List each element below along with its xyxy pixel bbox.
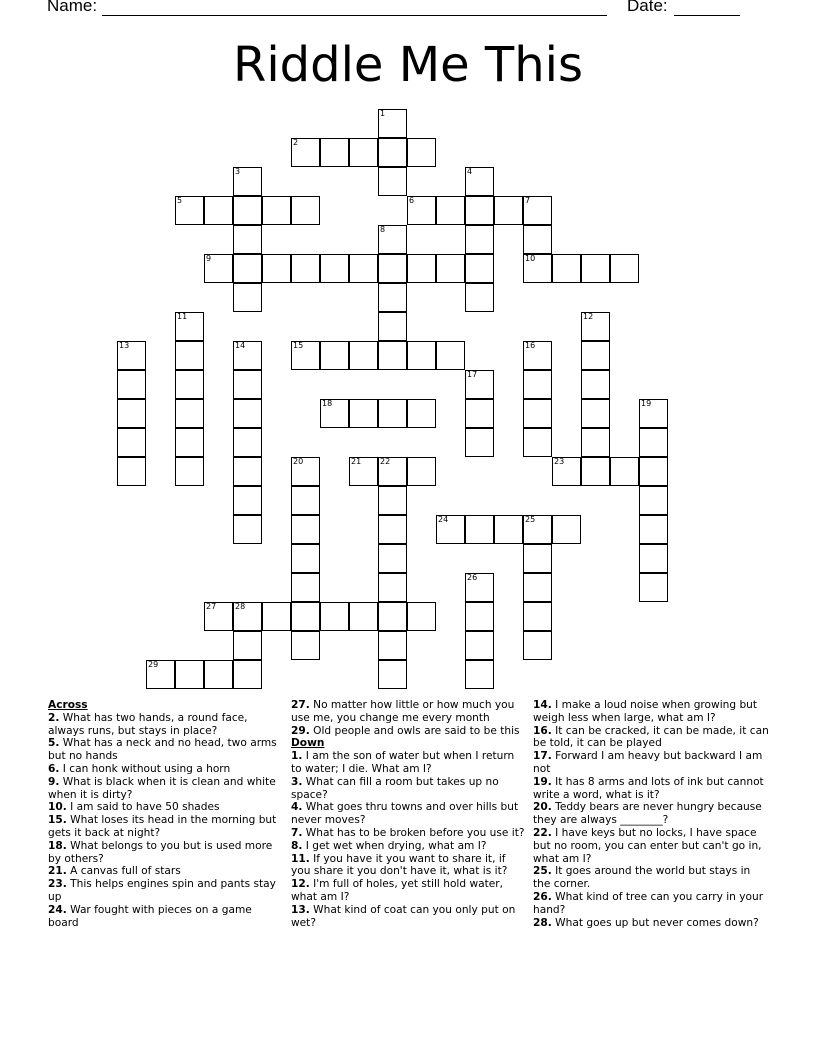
clue-text: What goes thru towns and over hills but never moves? [291,801,519,827]
crossword-cell[interactable] [523,225,552,254]
crossword-cell[interactable] [291,544,320,573]
clue-number: 23 [554,457,565,466]
crossword-cell[interactable] [378,486,407,515]
clue-text: I make a loud noise when growing but weigh less when large, what am I? [533,699,758,724]
clue-text: If you have it you want to share it, if you share it you don't have it, what is it? [291,852,508,878]
crossword-cell[interactable] [146,660,175,689]
crossword-cell[interactable] [407,399,436,428]
crossword-cell[interactable] [465,515,494,544]
crossword-cell[interactable] [407,341,436,370]
crossword-cell[interactable] [291,631,320,660]
crossword-cell[interactable] [291,254,320,283]
crossword-cell[interactable] [291,573,320,602]
crossword-cell[interactable] [407,138,436,167]
crossword-cell[interactable] [233,283,262,312]
clue-number: 10. [48,801,67,814]
crossword-cell[interactable] [233,370,262,399]
clue-text: What has two hands, a round face, always runs, but stays in place? [48,711,248,737]
clue-number: 24 [438,515,449,524]
clue-number: 2 [293,138,299,147]
crossword-cell[interactable] [291,486,320,515]
clue-text: What has a neck and no head, two arms but no hands [48,737,277,763]
crossword-cell[interactable] [204,254,233,283]
clue-number: 22 [380,457,391,466]
clue-number: 28. [533,916,552,929]
crossword-cell[interactable] [378,312,407,341]
across-clue [48,904,284,930]
clue-number: 17. [533,750,552,763]
clue-number: 4. [291,801,303,814]
crossword-cell[interactable] [349,341,378,370]
crossword-cell[interactable] [262,254,291,283]
clue-text: Teddy bears are never hungry because they are always ________? [533,801,762,827]
clue-number: 29. [291,724,310,737]
crossword-cell[interactable] [378,515,407,544]
down-clue [533,827,769,865]
clue-text: What kind of tree can you carry in your hand? [533,890,764,916]
across-heading: Across [48,699,88,711]
clue-number: 4 [467,167,473,176]
clue-number: 23. [48,878,67,891]
crossword-cell[interactable] [581,341,610,370]
crossword-cell[interactable] [233,196,262,225]
crossword-cell[interactable] [639,399,668,428]
down-clue [291,904,527,930]
crossword-cell[interactable] [349,254,378,283]
crossword-cell[interactable] [523,370,552,399]
crossword-cell[interactable] [320,399,349,428]
across-clue [48,814,284,840]
crossword-cell[interactable] [233,515,262,544]
clue-number: 10 [525,254,536,263]
clue-number: 8. [291,839,303,852]
clue-text: I am said to have 50 shades [66,801,220,814]
across-clue [48,865,284,878]
crossword-cell[interactable] [523,573,552,602]
crossword-cell[interactable] [349,399,378,428]
across-clue [291,725,527,738]
clue-text: What belongs to you but is used more by others? [48,839,273,865]
crossword-cell[interactable] [407,196,436,225]
clue-number: 20 [293,457,304,466]
crossword-cell[interactable] [436,254,465,283]
crossword-cell[interactable] [233,631,262,660]
crossword-cell[interactable] [465,370,494,399]
crossword-cell[interactable] [291,457,320,486]
down-clue [291,827,527,840]
clue-text: It goes around the world but stays in the corner. [533,865,751,891]
crossword-cell[interactable] [117,428,146,457]
crossword-cell[interactable] [581,254,610,283]
clue-number: 6 [409,196,415,205]
clue-number: 11. [291,852,310,865]
crossword-cell[interactable] [465,225,494,254]
clue-text: A canvas full of stars [66,865,181,878]
clues-column-3 [533,699,769,929]
crossword-cell[interactable] [291,138,320,167]
clue-text: What loses its head in the morning but gets it back at night? [48,814,277,839]
crossword-cell[interactable] [117,341,146,370]
clue-text: I am the son of water but when I return to water; I die. What am I? [291,750,515,775]
crossword-cell[interactable] [233,428,262,457]
crossword-cell[interactable] [639,486,668,515]
crossword-cell[interactable] [639,457,668,486]
clues-column-1 [48,699,284,929]
clue-number: 21 [351,457,362,466]
crossword-cell[interactable] [175,370,204,399]
clue-number: 25. [533,865,552,878]
crossword-cell[interactable] [262,196,291,225]
crossword-cell[interactable] [378,167,407,196]
crossword-cell[interactable] [117,399,146,428]
crossword-cell[interactable] [436,341,465,370]
down-clue [533,917,769,930]
crossword-cell[interactable] [378,341,407,370]
across-clue [48,840,284,866]
clue-number: 25 [525,515,536,524]
clue-number: 3. [291,775,303,788]
down-heading: Down [291,737,325,750]
clue-text: I have keys but no locks, I have space but no room, you can enter but can't go in, what am I? [533,826,762,865]
clue-text: I get wet when drying, what am I? [302,839,487,852]
clue-text: Forward I am heavy but backward I am not [533,750,763,775]
crossword-cell[interactable] [378,399,407,428]
clue-number: 13. [291,903,310,916]
down-clue [533,750,769,776]
clue-number: 12. [291,878,310,891]
crossword-cell[interactable] [465,660,494,689]
crossword-cell[interactable] [465,254,494,283]
crossword-cell[interactable] [378,109,407,138]
crossword-cell[interactable] [581,457,610,486]
clue-text: War fought with pieces on a game board [48,903,252,929]
crossword-cell[interactable] [407,602,436,631]
crossword-cell[interactable] [175,457,204,486]
crossword-cell[interactable] [378,602,407,631]
crossword-cell[interactable] [233,167,262,196]
crossword-cell[interactable] [407,457,436,486]
clue-number: 15 [293,341,304,350]
clue-number: 5. [48,737,60,750]
crossword-cell[interactable] [494,515,523,544]
crossword-cell[interactable] [233,660,262,689]
clue-text: Old people and owls are said to be this [309,724,520,737]
crossword-cell[interactable] [291,196,320,225]
crossword-cell[interactable] [378,544,407,573]
clue-number: 11 [177,312,188,321]
crossword-cell[interactable] [465,602,494,631]
clue-number: 17 [467,370,478,379]
clue-text: I can honk without using a horn [59,762,231,775]
clue-number: 8 [380,225,386,234]
crossword-cell[interactable] [175,428,204,457]
clue-number: 19 [641,399,652,408]
crossword-cell[interactable] [465,196,494,225]
down-clue [291,801,527,827]
across-clue [48,763,284,776]
clue-number: 20. [533,801,552,814]
clue-number: 14. [533,699,552,711]
clue-text: It can be cracked, it can be made, it can be told, it can be played [533,724,769,750]
clue-number: 22. [533,826,552,839]
crossword-cell[interactable] [320,254,349,283]
clue-number: 3 [235,167,241,176]
crossword-cell[interactable] [523,399,552,428]
down-clue [291,878,527,904]
clue-number: 19. [533,775,552,788]
crossword-cell[interactable] [581,370,610,399]
crossword-cell[interactable] [581,399,610,428]
crossword-cell[interactable] [175,196,204,225]
clue-number: 1. [291,750,303,763]
clue-text: No matter how little or how much you use me, you change me every month [291,699,515,724]
clue-number: 27. [291,699,310,711]
crossword-cell[interactable] [523,196,552,225]
crossword-cell[interactable] [175,399,204,428]
clue-number: 14 [235,341,246,350]
crossword-cell[interactable] [175,660,204,689]
crossword-cell[interactable] [320,138,349,167]
clue-number: 7. [291,826,303,839]
crossword-cell[interactable] [610,457,639,486]
clue-text: What can fill a room but takes up no space? [291,775,499,801]
clue-number: 26. [533,890,552,903]
clue-text: What kind of coat can you only put on wet? [291,903,516,929]
clue-number: 9 [206,254,212,263]
crossword-cell[interactable] [320,341,349,370]
crossword-cell[interactable] [465,167,494,196]
crossword-cell[interactable] [175,341,204,370]
crossword-cell[interactable] [581,312,610,341]
clue-text: This helps engines spin and pants stay up [48,878,276,903]
page-title: Riddle Me This [232,37,584,93]
crossword-cell[interactable] [436,196,465,225]
clue-number: 7 [525,196,531,205]
crossword-cell[interactable] [639,573,668,602]
crossword-cell[interactable] [465,428,494,457]
crossword-cell[interactable] [465,573,494,602]
clue-text: It has 8 arms and lots of ink but cannot write a word, what is it? [533,775,764,801]
crossword-cell[interactable] [233,602,262,631]
crossword-cell[interactable] [378,225,407,254]
crossword-cell[interactable] [204,602,233,631]
across-clue [48,737,284,763]
crossword-cell[interactable] [378,573,407,602]
crossword-cell[interactable] [639,428,668,457]
across-clue [291,699,527,725]
crossword-cell[interactable] [581,428,610,457]
crossword-cell[interactable] [639,544,668,573]
crossword-cell[interactable] [378,631,407,660]
crossword-cell[interactable] [465,631,494,660]
clue-number: 6. [48,762,60,775]
crossword-cell[interactable] [523,428,552,457]
clue-number: 13 [119,341,130,350]
crossword-cell[interactable] [349,138,378,167]
crossword-cell[interactable] [465,399,494,428]
clue-number: 9. [48,775,60,788]
clue-text: What is black when it is clean and white when it is dirty? [48,775,276,801]
crossword-cell[interactable] [320,602,349,631]
clue-number: 28 [235,602,246,611]
crossword-cell[interactable] [233,457,262,486]
crossword-cell[interactable] [378,660,407,689]
clue-text: What goes up but never comes down? [551,916,759,929]
clues-column-2 [291,699,527,929]
crossword-cell[interactable] [552,254,581,283]
crossword-cell[interactable] [291,515,320,544]
crossword-cell[interactable] [349,457,378,486]
crossword-cell[interactable] [436,515,465,544]
crossword-cell[interactable] [233,486,262,515]
name-label: Name: [47,0,98,15]
clue-number: 27 [206,602,217,611]
crossword-cell[interactable] [552,515,581,544]
crossword-cell[interactable] [233,399,262,428]
down-clue [291,750,527,776]
crossword-cell[interactable] [204,196,233,225]
crossword-cell[interactable] [175,312,204,341]
crossword-cell[interactable] [407,254,436,283]
clue-number: 15. [48,814,67,827]
crossword-cell[interactable] [523,254,552,283]
clue-text: What has to be broken before you use it? [302,826,525,839]
clue-number: 1 [380,109,386,118]
down-clue [533,725,769,751]
clue-number: 2. [48,711,60,724]
clue-number: 16 [525,341,536,350]
crossword-cell[interactable] [291,602,320,631]
crossword-cell[interactable] [378,254,407,283]
clue-number: 29 [148,660,159,669]
crossword-cell[interactable] [552,457,581,486]
across-clue [48,801,284,814]
crossword-cell[interactable] [523,515,552,544]
crossword-cell[interactable] [204,660,233,689]
crossword-cell[interactable] [378,138,407,167]
clue-number: 18 [322,399,333,408]
crossword-cell[interactable] [262,602,291,631]
crossword-cell[interactable] [233,254,262,283]
crossword-cell[interactable] [523,602,552,631]
crossword-cell[interactable] [233,225,262,254]
down-clue [533,776,769,802]
across-clue [48,878,284,904]
crossword-cell[interactable] [465,283,494,312]
crossword-cell[interactable] [233,341,262,370]
crossword-cell[interactable] [117,457,146,486]
clue-number: 5 [177,196,183,205]
crossword-cell[interactable] [639,515,668,544]
clue-number: 26 [467,573,478,582]
across-clue [48,776,284,802]
down-clue [291,853,527,879]
down-clue [533,699,769,725]
crossword-cell[interactable] [378,457,407,486]
clue-number: 21. [48,865,67,878]
down-clue [291,776,527,802]
clue-number: 12 [583,312,594,321]
crossword-cell[interactable] [494,196,523,225]
crossword-cell[interactable] [291,341,320,370]
date-label: Date: [627,0,668,15]
clue-text: I'm full of holes, yet still hold water, what am I? [291,878,504,903]
crossword-cell[interactable] [523,544,552,573]
down-clue [533,865,769,891]
down-clue [533,891,769,917]
clue-number: 16. [533,724,552,737]
crossword-cell[interactable] [378,283,407,312]
crossword-cell[interactable] [523,631,552,660]
clue-number: 24. [48,903,67,916]
across-clue [48,712,284,738]
crossword-cell[interactable] [117,370,146,399]
down-clue [291,840,527,853]
clue-number: 18. [48,839,67,852]
crossword-cell[interactable] [610,254,639,283]
crossword-cell[interactable] [349,602,378,631]
down-clue [533,801,769,827]
crossword-cell[interactable] [523,341,552,370]
